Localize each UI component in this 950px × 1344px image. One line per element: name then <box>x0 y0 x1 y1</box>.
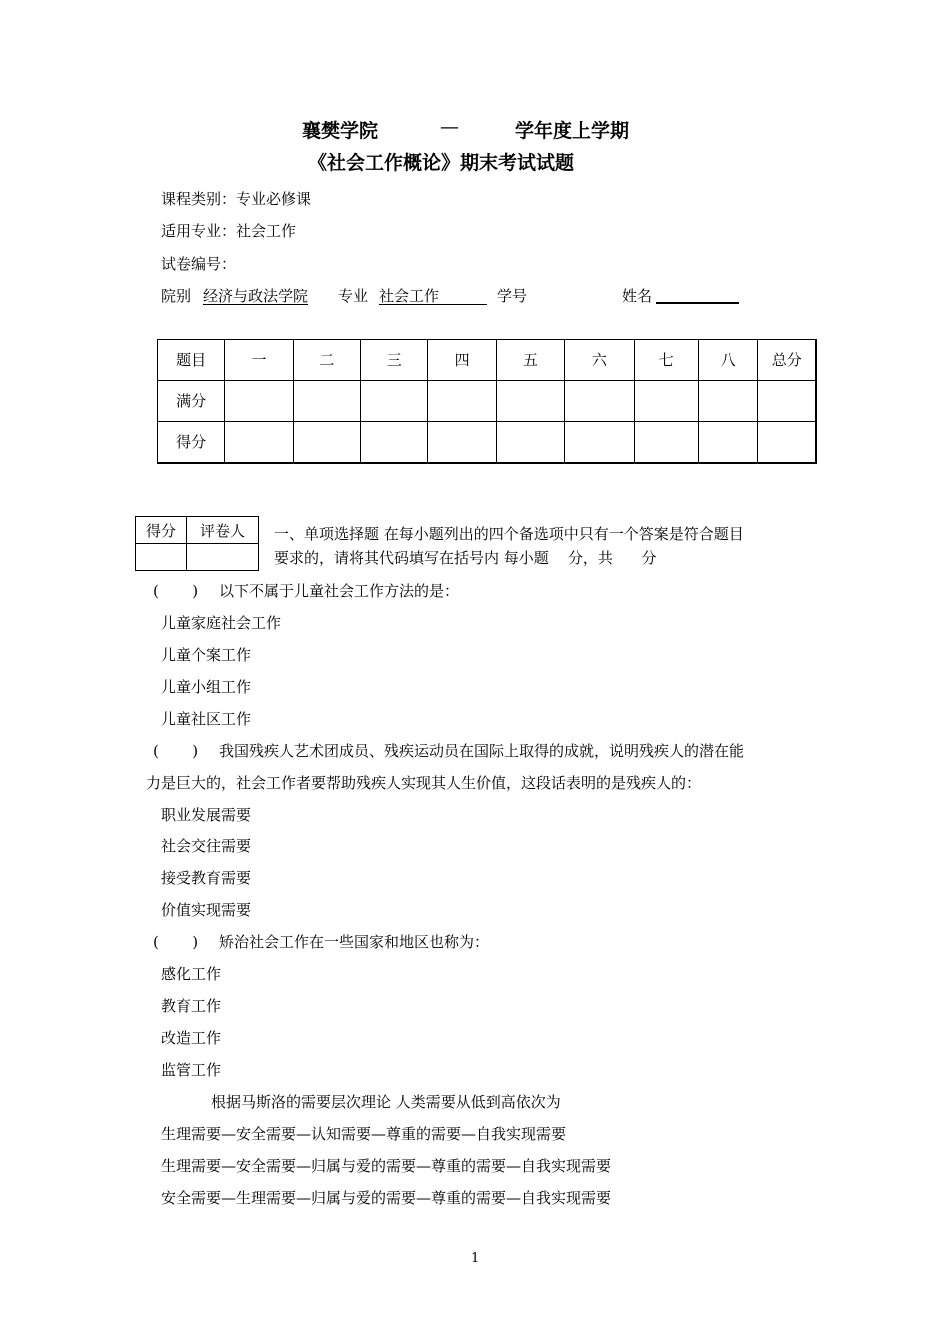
score-cell <box>758 380 816 421</box>
q2-option: 职业发展需要 <box>161 806 252 824</box>
score-header-cell: 总分 <box>758 340 816 381</box>
score-header-cell: 二 <box>293 340 360 381</box>
score-cell <box>565 421 634 463</box>
score-row-label: 得分 <box>158 421 225 463</box>
q1-option: 儿童社区工作 <box>161 710 252 728</box>
grader-score-cell <box>136 544 187 571</box>
score-cell <box>293 380 360 421</box>
score-cell <box>428 421 496 463</box>
score-header-cell: 五 <box>496 340 564 381</box>
score-cell <box>496 421 564 463</box>
student-name-blank <box>656 302 739 304</box>
dept-value: 经济与政法学院 <box>203 287 309 305</box>
section1-heading-line2: 要求的，请将其代码填写在括号内 每小题 分，共 分 <box>274 549 657 567</box>
score-cell <box>496 380 564 421</box>
grader-table <box>135 516 259 571</box>
q2-answer-paren: ( ) <box>153 742 199 760</box>
score-cell <box>361 380 428 421</box>
q1-option: 儿童小组工作 <box>161 678 252 696</box>
exam-title-school: 襄樊学院 <box>302 120 379 142</box>
score-cell <box>634 380 698 421</box>
q4-stem: 根据马斯洛的需要层次理论 人类需要从低到高依次为 <box>211 1093 561 1111</box>
q3-option: 感化工作 <box>161 965 222 983</box>
score-cell <box>428 380 496 421</box>
score-header-cell: 三 <box>361 340 428 381</box>
student-id-label: 学号 <box>497 287 528 305</box>
score-header-cell: 八 <box>698 340 757 381</box>
q1-stem: 以下不属于儿童社会工作方法的是： <box>219 582 460 600</box>
exam-title-term: 学年度上学期 <box>515 120 630 142</box>
score-cell <box>225 421 293 463</box>
score-header-cell: 四 <box>428 340 496 381</box>
major-value: 社会工作 <box>379 286 487 305</box>
score-table-header-row <box>158 340 817 381</box>
score-cell <box>225 380 293 421</box>
score-header-cell: 七 <box>634 340 698 381</box>
q2-stem: 我国残疾人艺术团成员、残疾运动员在国际上取得的成就，说明残疾人的潜在能 <box>219 742 745 760</box>
q3-stem: 矫治社会工作在一些国家和地区也称为： <box>219 933 490 951</box>
score-cell <box>361 421 428 463</box>
section1-heading-line1: 一、单项选择题 在每小题列出的四个备选项中只有一个答案是符合题目 <box>274 525 744 543</box>
page-number: 1 <box>471 1251 480 1266</box>
q1-answer-paren: ( ) <box>153 582 199 600</box>
dept-label: 院别 <box>161 287 192 305</box>
major-label: 专业 <box>338 287 369 305</box>
paper-number: 试卷编号： <box>161 255 237 273</box>
score-cell <box>698 380 757 421</box>
score-cell <box>634 421 698 463</box>
applicable-major: 适用专业：社会工作 <box>161 222 297 240</box>
exam-subtitle: 《社会工作概论》期末考试试题 <box>308 152 575 174</box>
q1-option: 儿童家庭社会工作 <box>161 614 282 632</box>
q2-option: 社会交往需要 <box>161 837 252 855</box>
score-header-cell: 六 <box>565 340 634 381</box>
score-header-cell: 一 <box>225 340 293 381</box>
q4-option: 生理需要—安全需要—归属与爱的需要—尊重的需要—自我实现需要 <box>161 1157 612 1175</box>
student-name-label: 姓名 <box>622 287 653 305</box>
score-cell <box>698 421 757 463</box>
score-row-label: 满分 <box>158 380 225 421</box>
q2-stem-continued: 力是巨大的，社会工作者要帮助残疾人实现其人生价值，这段话表明的是残疾人的： <box>146 774 702 792</box>
grader-label: 评卷人 <box>187 517 259 544</box>
score-table <box>157 339 817 464</box>
q1-option: 儿童个案工作 <box>161 646 252 664</box>
q3-option: 改造工作 <box>161 1029 222 1047</box>
q4-option: 安全需要—生理需要—归属与爱的需要—尊重的需要—自我实现需要 <box>161 1189 612 1207</box>
score-header-cell: 题目 <box>158 340 225 381</box>
grader-score-label: 得分 <box>136 517 187 544</box>
score-cell <box>293 421 360 463</box>
q3-answer-paren: ( ) <box>153 933 199 951</box>
score-cell <box>565 380 634 421</box>
score-table-row-got <box>158 421 817 463</box>
score-table-row-full <box>158 380 817 421</box>
q3-option: 教育工作 <box>161 997 222 1015</box>
q2-option: 接受教育需要 <box>161 869 252 887</box>
q3-option: 监管工作 <box>161 1061 222 1079</box>
exam-title-dash: — <box>440 116 459 138</box>
grader-name-cell <box>187 544 259 571</box>
q4-option: 生理需要—安全需要—认知需要—尊重的需要—自我实现需要 <box>161 1125 567 1143</box>
q2-option: 价值实现需要 <box>161 901 252 919</box>
course-type: 课程类别：专业必修课 <box>161 190 312 208</box>
score-cell <box>758 421 816 463</box>
